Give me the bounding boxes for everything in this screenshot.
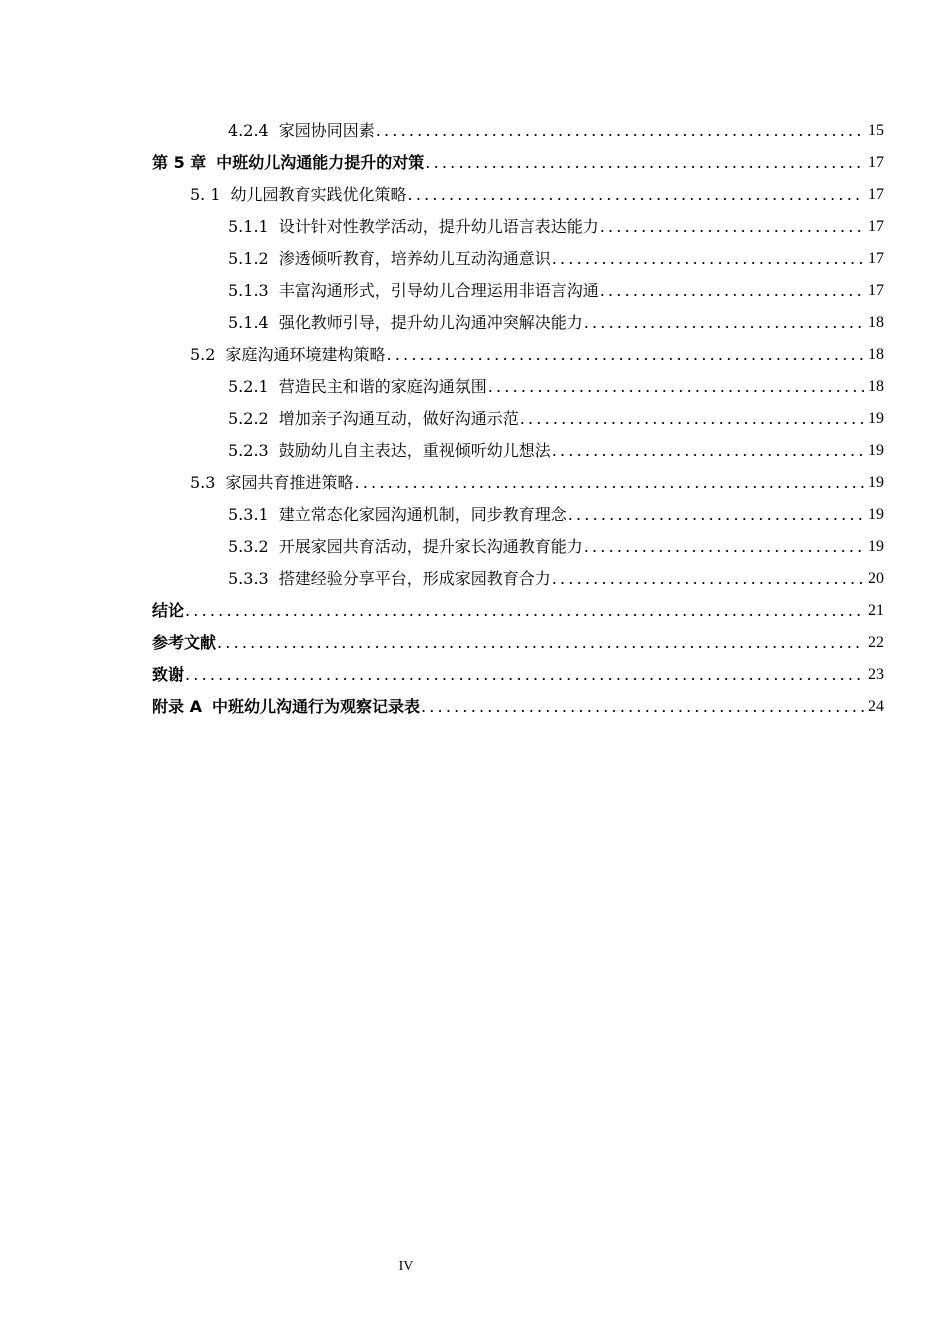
toc-entry[interactable]	[228, 373, 884, 397]
toc-entry-number: 5.1.1	[228, 217, 269, 236]
toc-dot-leader	[386, 345, 864, 365]
toc-entry-title: 结论	[152, 601, 185, 620]
toc-entry-page: 21	[868, 602, 884, 619]
toc-entry-title: 致谢	[152, 665, 185, 684]
toc-entry-number: 5.3.2	[228, 537, 269, 556]
toc-entry-title: 鼓励幼儿自主表达，重视倾听幼儿想法	[278, 441, 551, 460]
toc-dot-leader	[520, 409, 864, 429]
toc-entry-page: 19	[868, 506, 884, 523]
page-number-footer: IV	[398, 1259, 414, 1274]
toc-entry[interactable]	[228, 501, 884, 525]
toc-dot-leader	[217, 633, 864, 653]
toc-entry[interactable]	[190, 341, 884, 365]
toc-entry-number: 5.3.1	[228, 505, 269, 524]
toc-entry-title: 设计针对性教学活动，提升幼儿语言表达能力	[278, 217, 599, 236]
toc-dot-leader	[376, 121, 864, 141]
toc-entry-number: 5.2.1	[228, 377, 269, 396]
toc-entry[interactable]	[228, 277, 884, 301]
toc-entry[interactable]	[152, 629, 884, 653]
toc-entry-title: 家园协同因素	[278, 121, 375, 140]
toc-dot-leader	[584, 537, 864, 557]
toc-entry[interactable]	[228, 117, 884, 141]
toc-dot-leader	[488, 377, 864, 397]
toc-entry[interactable]	[152, 693, 884, 717]
toc-entry-page: 23	[868, 666, 884, 683]
toc-entry-number: 5.1.3	[228, 281, 269, 300]
toc-entry-page: 17	[868, 282, 884, 299]
toc-entry[interactable]	[228, 309, 884, 333]
toc-entry-page: 18	[868, 346, 884, 363]
toc-entry[interactable]	[152, 149, 884, 173]
toc-entry-title: 增加亲子沟通互动，做好沟通示范	[278, 409, 519, 428]
toc-entry-title: 中班幼儿沟通行为观察记录表	[211, 697, 420, 716]
toc-entry-title: 强化教师引导，提升幼儿沟通冲突解决能力	[278, 313, 583, 332]
toc-entry-title: 家庭沟通环境建构策略	[225, 345, 386, 364]
toc-dot-leader	[552, 249, 864, 269]
toc-entry[interactable]	[152, 597, 884, 621]
toc-entry[interactable]	[152, 661, 884, 685]
toc-entry-number: 5.2	[190, 345, 216, 364]
toc-entry-title: 幼儿园教育实践优化策略	[230, 185, 407, 204]
toc-entry-title: 搭建经验分享平台，形成家园教育合力	[278, 569, 551, 588]
toc-entry-number: 5. 1	[190, 185, 221, 204]
toc-dot-leader	[552, 441, 864, 461]
toc-entry-title: 中班幼儿沟通能力提升的对策	[216, 153, 425, 172]
toc-entry-title: 营造民主和谐的家庭沟通氛围	[278, 377, 487, 396]
toc-dot-leader	[425, 153, 864, 173]
toc-entry-title: 参考文献	[152, 633, 217, 652]
toc-entry-number: 5.2.2	[228, 409, 269, 428]
toc-entry-number: 4.2.4	[228, 121, 269, 140]
toc-entry-title: 家园共育推进策略	[225, 473, 354, 492]
toc-entry-number: 5.1.2	[228, 249, 269, 268]
toc-dot-leader	[568, 505, 864, 525]
toc-dot-leader	[600, 281, 864, 301]
toc-entry-page: 22	[868, 634, 884, 651]
toc-entry[interactable]	[228, 565, 884, 589]
toc-dot-leader	[185, 601, 864, 621]
toc-entry-page: 20	[868, 570, 884, 587]
toc-entry-page: 24	[868, 698, 884, 715]
toc-entry[interactable]	[228, 405, 884, 429]
toc-dot-leader	[552, 569, 864, 589]
toc-dot-leader	[354, 473, 864, 493]
toc-dot-leader	[584, 313, 864, 333]
toc-entry[interactable]	[228, 245, 884, 269]
toc-entry-page: 17	[868, 154, 884, 171]
toc-entry-page: 17	[868, 218, 884, 235]
toc-entry-number: 5.3.3	[228, 569, 269, 588]
toc-entry-number: 第 5 章	[152, 153, 207, 172]
toc-entry-title: 渗透倾听教育，培养幼儿互动沟通意识	[278, 249, 551, 268]
toc-entry-title: 建立常态化家园沟通机制，同步教育理念	[278, 505, 567, 524]
toc-entry-page: 17	[868, 186, 884, 203]
toc-entry[interactable]	[190, 181, 884, 205]
toc-entry-page: 15	[868, 122, 884, 139]
toc-entry-page: 17	[868, 250, 884, 267]
toc-entry-number: 5.3	[190, 473, 216, 492]
toc-entry-number: 5.1.4	[228, 313, 269, 332]
toc-entry-title: 丰富沟通形式，引导幼儿合理运用非语言沟通	[278, 281, 599, 300]
toc-entry-page: 18	[868, 378, 884, 395]
toc-entry[interactable]	[228, 533, 884, 557]
toc-dot-leader	[185, 665, 864, 685]
toc-entry-number: 附录 A	[152, 697, 202, 716]
toc-entry-title: 开展家园共育活动，提升家长沟通教育能力	[278, 537, 583, 556]
toc-entry-page: 19	[868, 538, 884, 555]
toc-entry-page: 19	[868, 410, 884, 427]
toc-entry[interactable]	[228, 437, 884, 461]
toc-dot-leader	[408, 185, 864, 205]
toc-entry-number: 5.2.3	[228, 441, 269, 460]
toc-entry-page: 19	[868, 442, 884, 459]
toc-entry[interactable]	[190, 469, 884, 493]
toc-dot-leader	[421, 697, 864, 717]
toc-entry[interactable]	[228, 213, 884, 237]
toc-entry-page: 18	[868, 314, 884, 331]
toc-entry-page: 19	[868, 474, 884, 491]
toc-dot-leader	[600, 217, 864, 237]
